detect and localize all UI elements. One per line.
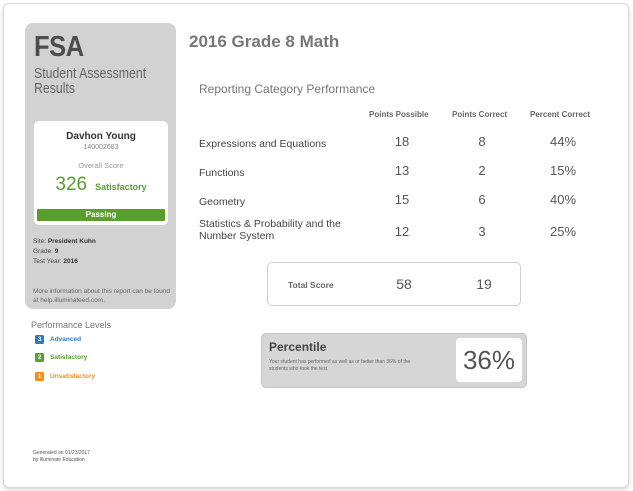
level-label: Advanced bbox=[50, 336, 82, 343]
section-title: Reporting Category Performance bbox=[199, 82, 376, 96]
report-subtitle: Student Assessment Results bbox=[34, 65, 147, 97]
points-possible: 13 bbox=[394, 163, 410, 178]
grade-value: 9 bbox=[54, 248, 59, 255]
more-info-text: More information about this report can be found at help.illuminateed.com. bbox=[33, 288, 170, 304]
column-header-correct: Points Correct bbox=[452, 110, 508, 119]
column-header-possible: Points Possible bbox=[369, 110, 429, 119]
level-advanced bbox=[35, 335, 81, 344]
generated-date: Generated on 01/23/2017 bbox=[33, 450, 90, 456]
category-label: Expressions and Equations bbox=[199, 138, 327, 150]
category-label: Functions bbox=[199, 167, 245, 179]
points-possible: 12 bbox=[394, 224, 410, 239]
level-label: Unsatisfactory bbox=[50, 373, 96, 380]
year-row: Test Year: 2016 bbox=[33, 258, 78, 265]
student-meta bbox=[33, 237, 96, 267]
category-label: Geometry bbox=[199, 196, 246, 208]
site-row: Site: President Kuhn bbox=[33, 238, 96, 245]
score-level: Satisfactory bbox=[95, 182, 147, 192]
sidebar-panel bbox=[25, 23, 176, 309]
level-label: Satisfactory bbox=[50, 354, 88, 361]
grade-row: Grade: 9 bbox=[33, 248, 59, 255]
points-correct: 2 bbox=[478, 163, 486, 178]
total-score-card bbox=[267, 262, 521, 306]
percent-correct: 15% bbox=[549, 163, 577, 178]
points-correct: 8 bbox=[478, 134, 486, 149]
percent-correct: 44% bbox=[549, 134, 577, 149]
category-label: Statistics & Probability and the Number System bbox=[199, 218, 341, 242]
passing-status-bar: Passing bbox=[37, 209, 165, 221]
column-header-percent: Percent Correct bbox=[530, 110, 591, 119]
percent-correct: 40% bbox=[549, 192, 577, 207]
level-badge: 2 bbox=[35, 353, 44, 362]
total-correct: 19 bbox=[476, 276, 492, 292]
points-correct: 6 bbox=[478, 192, 486, 207]
level-badge: 1 bbox=[35, 372, 44, 381]
overall-score-value: 326 bbox=[55, 174, 88, 195]
student-card bbox=[34, 121, 168, 225]
percentile-description: Your student has performed as well as or better than 36% of the students who took the test. bbox=[269, 359, 411, 372]
points-possible: 18 bbox=[394, 134, 410, 149]
level-badge: 3 bbox=[35, 335, 44, 344]
total-possible: 58 bbox=[396, 276, 412, 292]
level-satisfactory bbox=[35, 353, 87, 362]
percentile-card bbox=[261, 333, 527, 388]
year-value: 2016 bbox=[63, 258, 78, 265]
performance-levels-title: Performance Levels bbox=[31, 320, 112, 330]
score-row bbox=[34, 174, 168, 196]
report-title: 2016 Grade 8 Math bbox=[189, 32, 340, 51]
generated-footer bbox=[33, 450, 90, 464]
percent-correct: 25% bbox=[549, 224, 577, 239]
fsa-logo: FSA bbox=[34, 31, 84, 63]
level-unsatisfactory bbox=[35, 372, 95, 381]
percentile-value: 36% bbox=[456, 338, 522, 382]
report-page bbox=[3, 3, 629, 488]
points-correct: 3 bbox=[478, 224, 486, 239]
generated-by: by Illuminate Education bbox=[33, 457, 85, 463]
points-possible: 15 bbox=[394, 192, 410, 207]
student-name: Davhon Young bbox=[66, 131, 136, 142]
overall-score-label: Overall Score bbox=[78, 161, 124, 170]
site-value: President Kuhn bbox=[47, 238, 96, 245]
student-id: 140002683 bbox=[83, 144, 119, 151]
total-score-label: Total Score bbox=[288, 280, 334, 290]
percentile-title: Percentile bbox=[269, 340, 327, 354]
